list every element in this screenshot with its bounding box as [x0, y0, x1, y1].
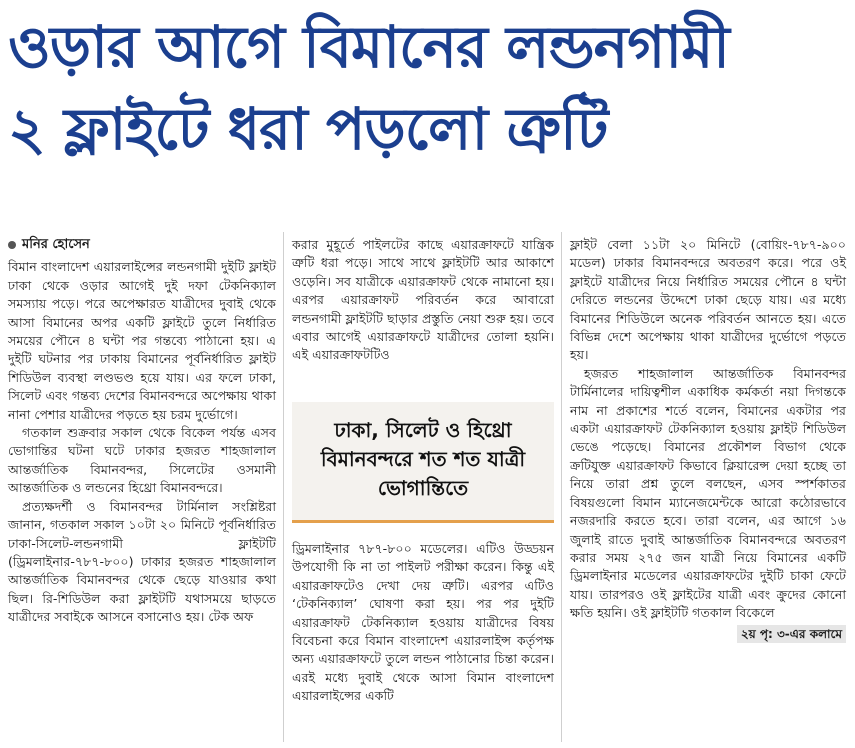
- paragraph: বিমান বাংলাদেশ এয়ারলাইন্সের লন্ডনগামী দুইটি ফ্লাইট ঢাকা থেকে ওড়ার আগেই দুই দফা টেকনিক্যাল সমস্যায় পড়ে। পরে অপেক্ষারত যাত্রীদের দুবাই থেকে আসা বিমানের অপর একটি ফ্লাইটে তুলে নির্ধারিত সময়ের পৌনে ৪ ঘন্টা পর গন্তব্যে পাঠানো হয়। এ দুইটি ঘটনার পর ঢাকায় বিমানের পূর্বনির্ধারিত ফ্লাইট শিডিউল ব্যবস্থা লণ্ডভণ্ড হয়ে যায়। এর ফলে ঢাকা, সিলেট এবং গন্তব্য দেশের বিমানবন্দরে অপেক্ষায় থাকা নানা পেশার যাত্রীদের পড়তে হয় চরম দুর্ভোগে।: [8, 259, 276, 422]
- bullet-icon: [8, 241, 16, 249]
- paragraph: গতকাল শুক্রবার সকাল থেকে বিকেল পর্যন্ত এসব ভোগান্তির ঘটনা ঘটে ঢাকার হজরত শাহজালাল আন্তর্জাতিক বিমানবন্দর, সিলেটের ওসমানী আন্তর্জাতিক ও লন্ডনের হিথ্রো বিমানবন্দরে।: [8, 425, 276, 496]
- paragraph: করার মুহূর্তে পাইলটের কাছে এয়ারক্রাফটে যান্ত্রিক ত্রুটি ধরা পড়ে। সাথে সাথে ফ্লাইটটি আর আকাশে ওড়েনি। সব যাত্রীকে এয়ারক্রাফট থেকে নামানো হয়। এরপর এয়ারক্রাফট পরিবর্তন করে আবারো লন্ডনগামী ফ্লাইটটি ছাড়ার প্রস্তুতি নেয়া শুরু হয়। তবে এবার আগেই এয়ারক্রাফটে যাত্রীদের তোলা হয়নি। এই এয়ারক্রাফটটিও: [292, 237, 554, 363]
- column-2-continued: [292, 540, 554, 706]
- column-3: [570, 236, 846, 643]
- column-1: [8, 236, 276, 627]
- headline: [8, 6, 848, 170]
- paragraph: ফ্লাইট বেলা ১১টা ২০ মিনিটে (বোয়িং-৭৮৭-৯০০ মডেল) ঢাকার বিমানবন্দরে অবতরণ করে। পরে ওই ফ্লাইটে যাত্রীদের নিয়ে নির্ধারিত সময়ের পৌনে ৪ ঘন্টা দেরিতে লন্ডনের উদ্দেশে ঢাকা ছেড়ে যায়। এর মধ্যে বিমানের শিডিউলে অনেক পরিবর্তন আনতে হয়। এতে বিভিন্ন দেশে অপেক্ষায় থাকা যাত্রীদের দুর্ভোগে পড়তে হয়।: [570, 237, 846, 363]
- pull-quote-box: [292, 402, 554, 523]
- continued-label[interactable]: ২য় পৃ: ৩-এর কলামে: [737, 625, 846, 643]
- pull-quote: ঢাকা, সিলেট ও হিথ্রো বিমানবন্দরে শত শত যাত্রী ভোগান্তিতে: [320, 418, 526, 500]
- paragraph: প্রত্যক্ষদর্শী ও বিমানবন্দর টার্মিনাল সংশ্লিষ্টরা জানান, গতকাল সকাল ১০টা ২০ মিনিটে পূর্বনির্ধারিত ঢাকা-সিলেট-লন্ডনগামী ফ্লাইটটি (ড্রিমলাইনার-৭৮৭-৮০০) ঢাকার হজরত শাহজালাল আন্তর্জাতিক বিমানবন্দর থেকে ছেড়ে যাওয়ার কথা ছিল। রি-শিডিউল করা ফ্লাইটটি যথাসময়ে ছাড়তে যাত্রীদের সবাইকে আসনে বসানোও হয়। টেক অফ: [8, 498, 276, 625]
- paragraph: ড্রিমলাইনার ৭৮৭-৮০০ মডেলের। এটিও উড্ডয়ন উপযোগী কি না তা পাইলট পরীক্ষা করেন। কিন্তু এই এয়ারক্রাফটেও দেখা দেয় ত্রুটি। এরপর এটিও ‘টেকনিক্যাল’ ঘোষণা করা হয়। পর পর দুইটি এয়ারক্রাফট টেকনিক্যাল হওয়ায় যাত্রীদের বিষয় বিবেচনা করে বিমান বাংলাদেশ এয়ারলাইন্স কর্তৃপক্ষ অন্য এয়ারক্রাফটে তুলে লন্ডন পাঠানোর চিন্তা করেন। এরই মধ্যে দুবাই থেকে আসা বিমান বাংলাদেশ এয়ারলাইন্সের একটি: [292, 541, 554, 704]
- paragraph: হজরত শাহজালাল আন্তর্জাতিক বিমানবন্দর টার্মিনালের দায়িত্বশীল একাধিক কর্মকর্তা নয়া দিগন্তকে নাম না প্রকাশের শর্তে বলেন, বিমানের একটার পর একটা এয়ারক্রাফট টেকনিক্যাল হওয়ায় ফ্লাইট শিডিউল ভেঙে পড়েছে। বিমানের প্রকৌশল বিভাগ থেকে ক্রটিযুক্ত এয়ারক্রাফট কিভাবে ক্লিয়ারেন্স দেয়া হচ্ছে তা নিয়ে তারা প্রশ্ন তুলে বলছেন, এসব স্পর্শকাতর বিষয়গুলো বিমান ম্যানেজমেন্টকে আরো কঠোরভাবে নজরদারি করতে হবে। তারা বলেন, এর আগে ১৬ জুলাই রাতে দুবাই আন্তর্জাতিক বিমানবন্দরে অবতরণ করার সময় ২৭৫ জন যাত্রী নিয়ে বিমানের একটি ড্রিমলাইনার মডেলের এয়ারক্রাফটের দুইটি চাকা ফেটে যায়। তারপরও ওই ফ্লাইটের যাত্রী এবং ক্রুদের কোনো ক্ষতি হয়নি। ওই ফ্লাইটটি গতকাল বিকেলে: [570, 365, 846, 621]
- byline: [8, 236, 276, 254]
- headline-line-1: ওড়ার আগে বিমানের লন্ডনগামী: [8, 13, 729, 81]
- continuation: [570, 625, 846, 643]
- column-divider: [283, 232, 284, 742]
- headline-line-2: ২ ফ্লাইটে ধরা পড়লো ত্রুটি: [8, 95, 608, 163]
- column-divider: [561, 232, 562, 742]
- column-2: [292, 236, 554, 365]
- byline-author: মনির হোসেন: [22, 237, 90, 252]
